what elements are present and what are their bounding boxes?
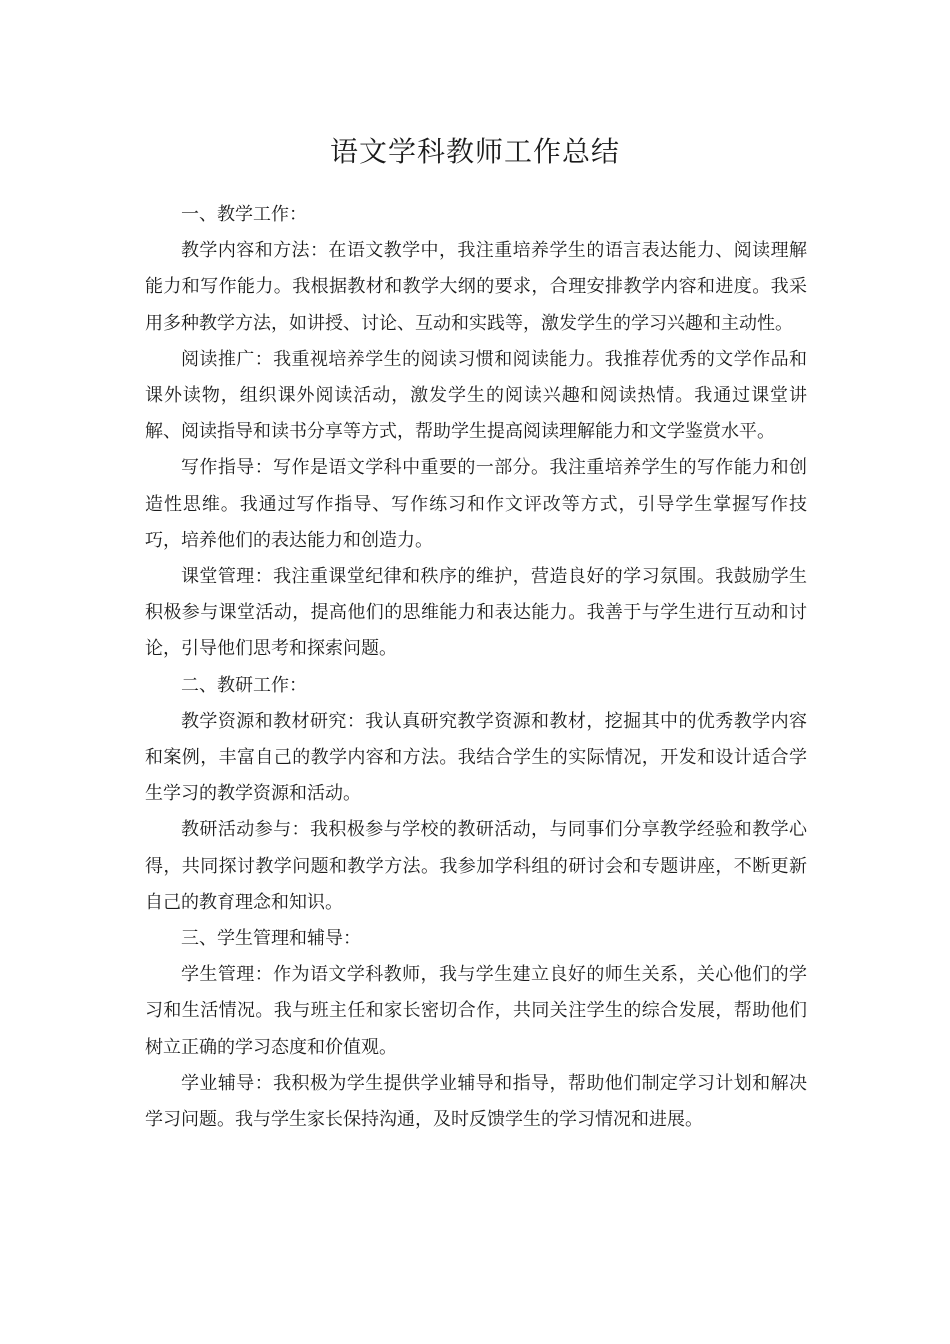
paragraph-student-management: 学生管理：作为语文学科教师，我与学生建立良好的师生关系，关心他们的学习和生活情况。我与班主任和家长密切合作，共同关注学生的综合发展，帮助他们树立正确的学习态度和价值观。	[145, 964, 807, 1058]
section-heading-teaching: 一、教学工作：	[181, 204, 307, 225]
paragraph-classroom-management: 课堂管理：我注重课堂纪律和秩序的维护，营造良好的学习氛围。我鼓励学生积极参与课堂活动，提高他们的思维能力和表达能力。我善于与学生进行互动和讨论，引导他们思考和探索问题。	[145, 566, 807, 660]
paragraph-resource-research: 教学资源和教材研究：我认真研究教学资源和教材，挖掘其中的优秀教学内容和案例，丰富自己的教学内容和方法。我结合学生的实际情况，开发和设计适合学生学习的教学资源和活动。	[145, 710, 807, 805]
section-heading-research: 二、教研工作：	[181, 674, 307, 696]
paragraph-research-activities: 教研活动参与：我积极参与学校的教研活动，与同事们分享教学经验和教学心得，共同探讨教学问题和教学方法。我参加学科组的研讨会和专题讲座，不断更新自己的教育理念和知识。	[145, 819, 807, 913]
document-title: 语文学科教师工作总结	[329, 135, 620, 168]
paragraph-reading-promotion: 阅读推广：我重视培养学生的阅读习惯和阅读能力。我推荐优秀的文学作品和课外读物，组织课外阅读活动，激发学生的阅读兴趣和阅读热情。我通过课堂讲解、阅读指导和读书分享等方式，帮助学生提高阅读理解能力和文学鉴赏水平。	[145, 348, 807, 443]
paragraph-academic-tutoring: 学业辅导：我积极为学生提供学业辅导和指导，帮助他们制定学习计划和解决学习问题。我与学生家长保持沟通，及时反馈学生的学习情况和进展。	[145, 1072, 807, 1131]
document-body	[145, 197, 807, 1138]
paragraph-teaching-content: 教学内容和方法：在语文教学中，我注重培养学生的语言表达能力、阅读理解能力和写作能力。我根据教材和教学大纲的要求，合理安排教学内容和进度。我采用多种教学方法，如讲授、讨论、互动和实践等，激发学生的学习兴趣和主动性。	[145, 240, 807, 334]
paragraph-writing-guidance: 写作指导：写作是语文学科中重要的一部分。我注重培养学生的写作能力和创造性思维。我通过写作指导、写作练习和作文评改等方式，引导学生掌握写作技巧，培养他们的表达能力和创造力。	[145, 457, 807, 551]
section-heading-student-management: 三、学生管理和辅导：	[181, 928, 361, 950]
